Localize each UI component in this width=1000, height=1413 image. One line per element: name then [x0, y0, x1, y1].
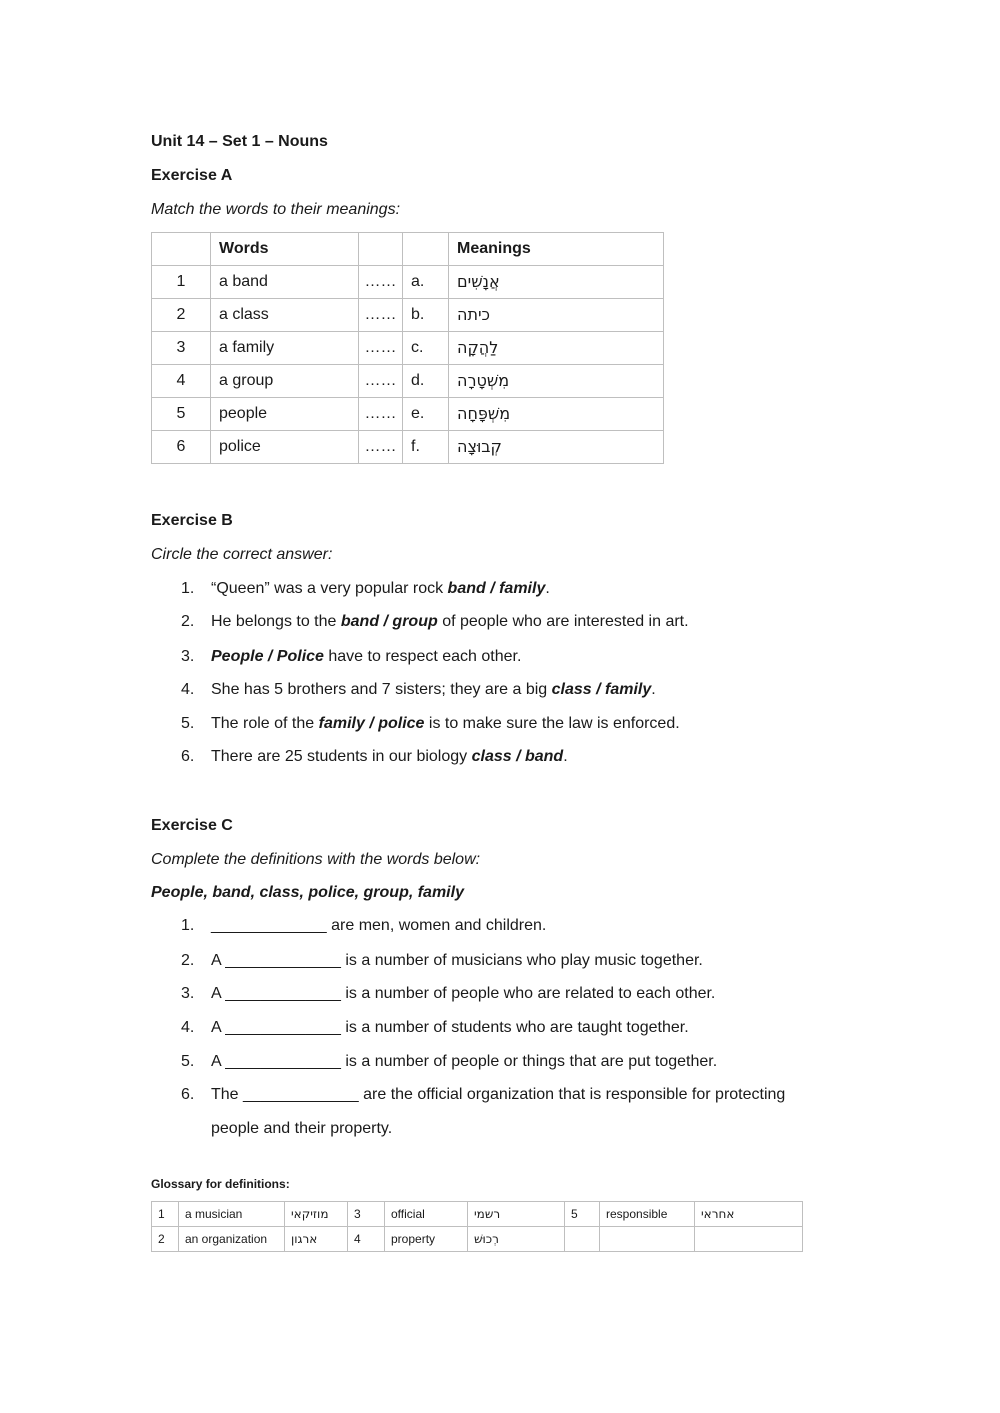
list-item: 5. The role of the family / police is to make sure the law is enforced. [181, 715, 680, 732]
list-item: 4. A _____________ is a number of students who are taught together. [181, 1019, 689, 1036]
answer-blank[interactable]: …… [359, 398, 403, 431]
list-item: 3. A _____________ is a number of people who are related to each other. [181, 985, 716, 1002]
table-row: 6 police …… f. קְבוּצָה [152, 431, 664, 464]
table-row: 2 an organization ארגון 4 property רְכוּשׁ [152, 1227, 803, 1252]
table-header-row [152, 233, 664, 266]
answer-blank[interactable]: …… [359, 299, 403, 332]
table-row: 4 a group …… d. מִשְׁטָרָה [152, 365, 664, 398]
answer-blank[interactable]: …… [359, 266, 403, 299]
page-title: Unit 14 – Set 1 – Nouns [151, 133, 328, 150]
meaning-cell: כיתה [449, 299, 664, 332]
meaning-cell: מִשְׁטָרָה [449, 365, 664, 398]
exercise-b-instruction: Circle the correct answer: [151, 546, 333, 563]
meaning-cell: מִשְׁפָּחָה [449, 398, 664, 431]
list-item: 1. “Queen” was a very popular rock band / family. [181, 580, 550, 597]
list-item: 1. _____________ are men, women and children. [181, 917, 547, 934]
answer-blank[interactable]: …… [359, 332, 403, 365]
meaning-cell: לַהֲקָה [449, 332, 664, 365]
list-item: 2. A _____________ is a number of musicians who play music together. [181, 952, 703, 969]
answer-choice[interactable]: family / police [318, 715, 425, 732]
list-item: 2. He belongs to the band / group of people who are interested in art. [181, 613, 689, 630]
word-cell: a class [211, 299, 359, 332]
definition-text[interactable]: A _____________ is a number of students who are taught together. [211, 1019, 689, 1036]
answer-choice[interactable]: class / family [551, 681, 652, 698]
table-row: 3 a family …… c. לַהֲקָה [152, 332, 664, 365]
table-row: 1 a musician מוזיקאי 3 official רשמי 5 responsible אחראי [152, 1202, 803, 1227]
list-item: 6. The _____________ are the official organization that is responsible for protecting [181, 1086, 786, 1103]
answer-blank[interactable]: …… [359, 431, 403, 464]
exercise-a-heading: Exercise A [151, 167, 233, 184]
list-item: 3. People / Police have to respect each other. [181, 648, 522, 665]
glossary-heading: Glossary for definitions: [151, 1177, 290, 1191]
exercise-c-instruction: Complete the definitions with the words below: [151, 851, 481, 868]
glossary-table [151, 1201, 803, 1252]
word-bank: People, band, class, police, group, family [151, 884, 464, 901]
list-item: 4. She has 5 brothers and 7 sisters; they are a big class / family. [181, 681, 656, 698]
meaning-cell: אֲנָשִׁים [449, 266, 664, 299]
word-cell: people [211, 398, 359, 431]
exercise-c-heading: Exercise C [151, 817, 233, 834]
definition-text[interactable]: A _____________ is a number of people who are related to each other. [211, 985, 716, 1002]
answer-choice[interactable]: People / Police [211, 648, 324, 665]
answer-choice[interactable]: band / family [447, 580, 546, 597]
col-meanings-header: Meanings [449, 233, 664, 266]
definition-text[interactable]: _____________ are men, women and children. [211, 917, 547, 934]
col-words-header: Words [211, 233, 359, 266]
meaning-cell: קְבוּצָה [449, 431, 664, 464]
answer-blank[interactable]: …… [359, 365, 403, 398]
word-cell: police [211, 431, 359, 464]
definition-continuation: people and their property. [211, 1120, 393, 1137]
answer-choice[interactable]: class / band [471, 748, 564, 765]
definition-text[interactable]: A _____________ is a number of people or things that are put together. [211, 1053, 718, 1070]
exercise-a-instruction: Match the words to their meanings: [151, 201, 401, 218]
table-row: 2 a class …… b. כיתה [152, 299, 664, 332]
word-cell: a band [211, 266, 359, 299]
list-item: 5. A _____________ is a number of people or things that are put together. [181, 1053, 718, 1070]
matching-table [151, 232, 664, 464]
word-cell: a family [211, 332, 359, 365]
answer-choice[interactable]: band / group [340, 613, 438, 630]
exercise-b-heading: Exercise B [151, 512, 233, 529]
word-cell: a group [211, 365, 359, 398]
list-item: 6. There are 25 students in our biology class / band. [181, 748, 568, 765]
table-row: 5 people …… e. מִשְׁפָּחָה [152, 398, 664, 431]
definition-text[interactable]: A _____________ is a number of musicians who play music together. [211, 952, 703, 969]
table-row: 1 a band …… a. אֲנָשִׁים [152, 266, 664, 299]
definition-text[interactable]: The _____________ are the official organization that is responsible for protecting [211, 1086, 786, 1103]
